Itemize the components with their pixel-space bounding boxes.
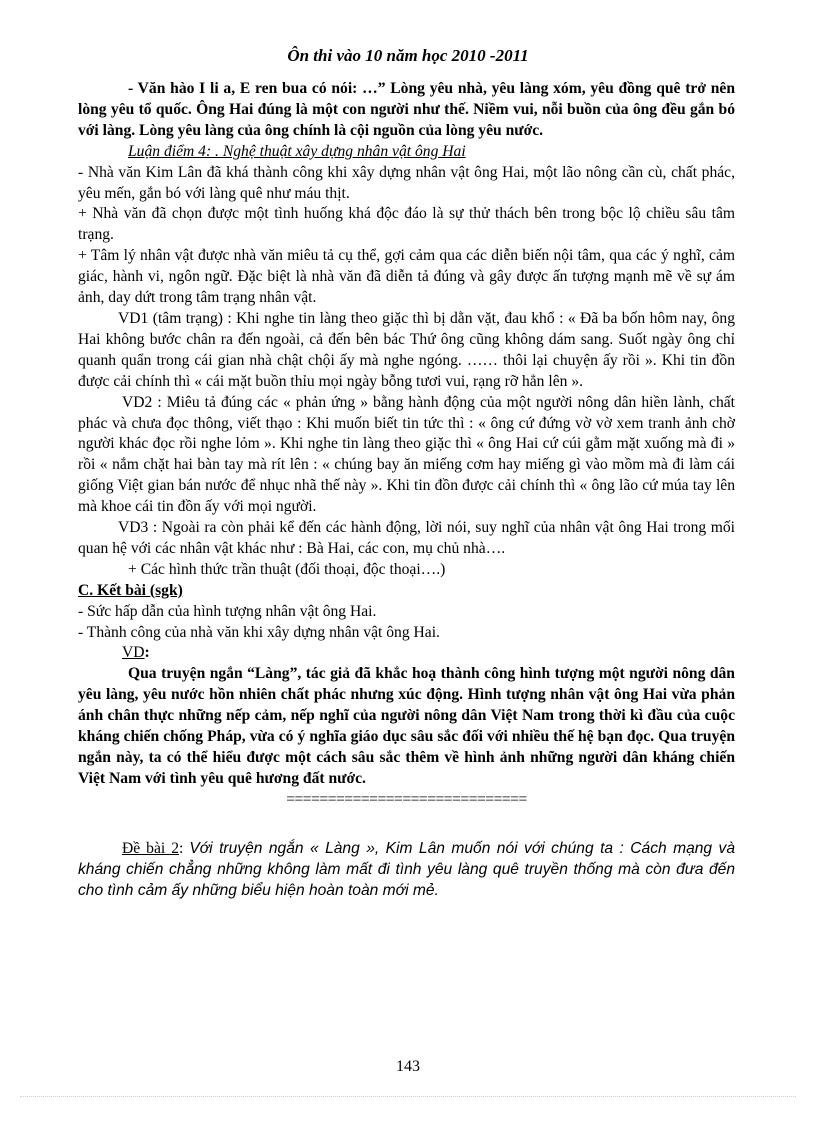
ket-bai-text: C. Kết bài (sgk) <box>78 581 183 599</box>
de-bai-text: Với truyện ngắn « Làng », Kim Lân muốn nói với chúng ta : Cách mạng và kháng chiến chẳng những không làm mất đi tình yêu làng quê truyền thống mà còn đưa đến cho tình cảm ấy những biểu hiện hoàn toàn mới mẻ. <box>78 839 736 899</box>
paragraph-appeal: - Sức hấp dẫn của hình tượng nhân vật ông Hai. <box>78 602 377 620</box>
quote-paragraph: - Văn hào I li a, E ren bua có nói: …” Lòng yêu nhà, yêu làng xóm, yêu đồng quê trở nên lòng yêu tổ quốc. Ông Hai đúng là một con người như thế. Niềm vui, nỗi buồn của ông đều gắn bó với làng. Lòng yêu làng của ông chính là cội nguồn của lòng yêu nước. <box>78 80 735 139</box>
page-content <box>78 79 735 901</box>
paragraph-intro: - Nhà văn Kim Lân đã khá thành công khi xây dựng nhân vật ông Hai, một lão nông cần cù, chất phác, yêu mến, gắn bó với làng quê như máu thịt. <box>78 163 735 202</box>
de-bai-label: Đề bài 2 <box>122 839 180 857</box>
de-bai-2-paragraph <box>78 839 735 902</box>
section-heading-ket-bai <box>78 581 735 602</box>
conclusion-paragraph: Qua truyện ngắn “Làng”, tác giả đã khắc hoạ thành công hình tượng một người nông dân yêu làng, yêu nước hồn nhiên chất phác nhưng xúc động. Hình tượng nhân vật ông Hai vừa phản ánh chân thực những nếp cảm, nếp nghĩ của người nông dân Việt Nam trong thời kì đầu của cuộc kháng chiến chống Pháp, vừa có ý nghĩa giáo dục sâu sắc đối với nhiều thế hệ bạn đọc. Qua truyện ngắn này, ta có thể hiểu được một cách sâu sắc thêm về hình ảnh những người dân kháng chiến Việt Nam với tình yêu quê hương đất nước. <box>78 665 735 787</box>
paragraph-success: - Thành công của nhà văn khi xây dựng nhân vật ông Hai. <box>78 623 440 641</box>
paragraph-vd2: VD2 : Miêu tả đúng các « phản ứng » bằng hành động của một người nông dân hiền lành, chất phác và chưa đọc thông, viết thạo : Khi muốn biết tin tức thì : « ông cứ đứng vờ vờ xem tranh ảnh chờ người khác đọc rồi nghe lỏm ». Khi nghe tin làng theo giặc thì « ông Hai cứ cúi gằm mặt xuống mà đi » rồi « nắm chặt hai bàn tay mà rít lên : « chúng bay ăn miếng cơm hay miếng gì vào mồm mà đi làm cái giống Việt gian bán nước để nhục nhã thế này ». Khi tin đồn được cải chính thì « ông lão cứ múa tay lên mà khoe cái tin đồn ấy với mọi người. <box>78 393 735 516</box>
vd-colon: : <box>144 644 150 662</box>
vd-label: VD <box>122 644 145 662</box>
paragraph-vd1: VD1 (tâm trạng) : Khi nghe tin làng theo giặc thì bị dằn vặt, đau khổ : « Đã ba bốn hôm nay, ông Hai không bước chân ra đến ngoài, cả đến bên bác Thứ ông cũng không dám sang. Suốt ngày ông chỉ quanh quẩn trong cái gian nhà chật chội ấy mà nghe ngóng. …… thôi lại chuyện ấy rồi ». Khi tin đồn được cải chính thì « cái mặt buồn thỉu mọi ngày bỗng tươi vui, rạng rỡ hẳn lên ». <box>78 309 735 390</box>
vd-label-line <box>78 643 735 664</box>
section-heading-luan-diem-4 <box>78 142 735 163</box>
section-heading-text: Luận điểm 4: . Nghệ thuật xây dựng nhân vật ông Hai <box>128 142 466 160</box>
paragraph-situation: + Nhà văn đã chọn được một tình huống khá độc đáo là sự thử thách bên trong bộc lộ chiều sâu tâm trạng. <box>78 205 735 244</box>
footer-divider <box>20 1096 796 1097</box>
paragraph-narration: + Các hình thức trần thuật (đối thoại, độc thoại….) <box>128 560 446 578</box>
separator-line: ============================= <box>286 790 527 808</box>
spacer <box>78 811 735 839</box>
paragraph-vd3: VD3 : Ngoài ra còn phải kể đến các hành động, lời nói, suy nghĩ của nhân vật ông Hai trong mối quan hệ với các nhân vật khác như : Bà Hai, các con, mụ chủ nhà…. <box>78 519 735 557</box>
page-header: Ôn thi vào 10 năm học 2010 -2011 <box>287 46 529 65</box>
page-number: 143 <box>396 1058 420 1075</box>
paragraph-psychology: + Tâm lý nhân vật được nhà văn miêu tả cụ thể, gợi cảm qua các diễn biến nội tâm, qua các ý nghĩ, cảm giác, hành vi, ngôn ngữ. Đặc biệt là nhà văn đã diễn tả đúng và gây được ấn tượng mạnh mẽ về sự ám ảnh, day dứt trong tâm trạng nhân vật. <box>78 247 735 307</box>
de-bai-colon: : <box>179 839 190 857</box>
